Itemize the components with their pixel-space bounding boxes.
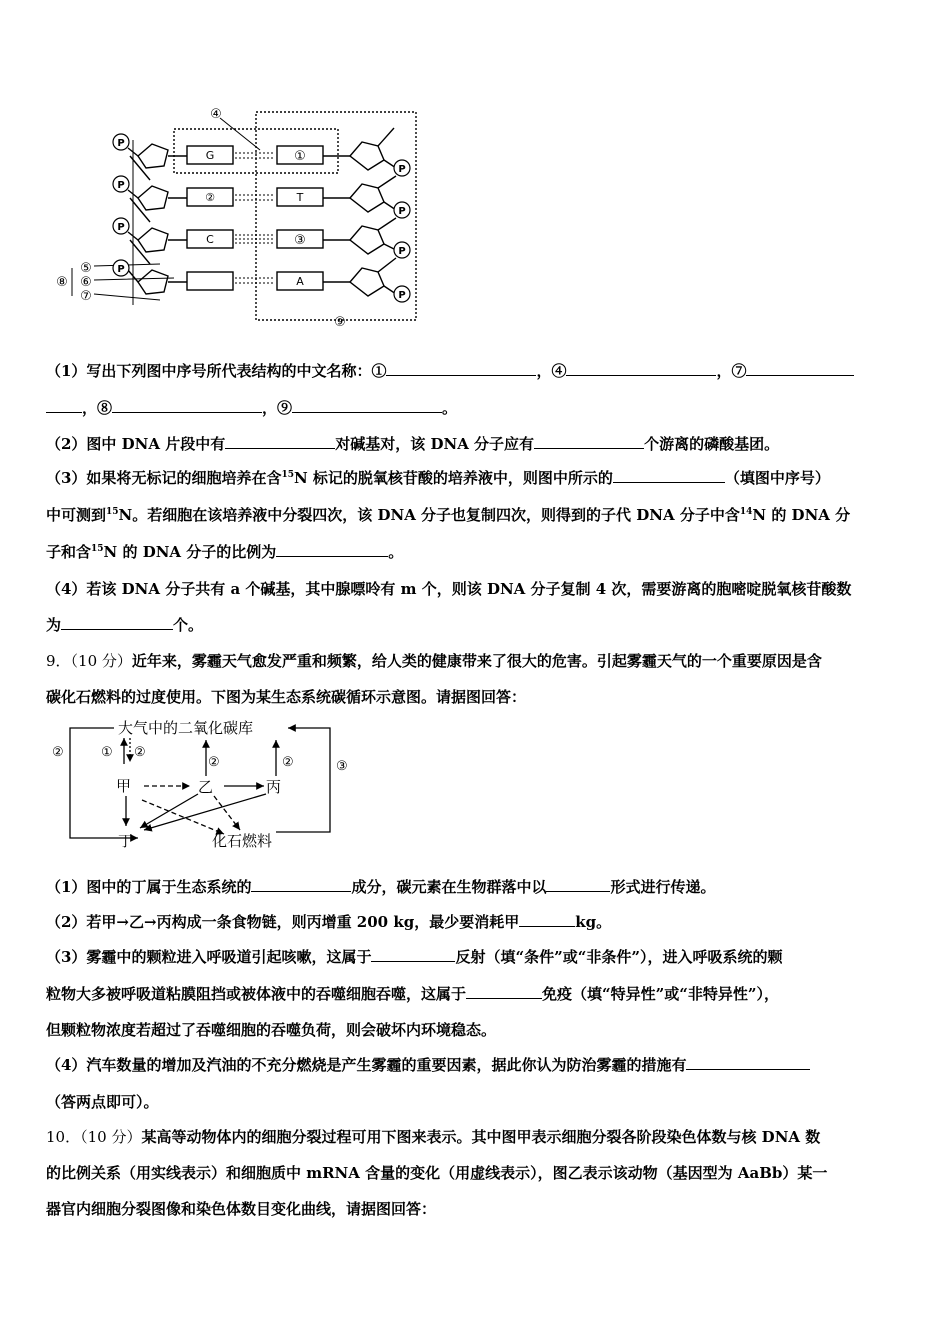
phosphate-label: P [398, 290, 406, 301]
organism-bing: 丙 [266, 778, 282, 796]
label-7: ⑦ [80, 289, 92, 304]
answer-blank[interactable] [746, 361, 854, 376]
base-label-2: ② [205, 191, 215, 204]
left-base-4 [187, 272, 233, 290]
answer-blank[interactable] [225, 434, 335, 449]
q10-line-3: 器官内细胞分裂图像和染色体数目变化曲线，请据图回答： [46, 1200, 437, 1218]
left-sugar-2 [138, 186, 168, 210]
question-number: 10．（10 分） [46, 1128, 142, 1146]
answer-blank[interactable] [46, 398, 82, 413]
answer-blank[interactable] [251, 877, 351, 892]
answer-blank[interactable] [566, 361, 716, 376]
answer-blank[interactable] [519, 912, 575, 927]
q9-sub-1: （1）图中的丁属于生态系统的 成分，碳元素在生物群落中以 形式进行传递。 [46, 878, 716, 896]
process-label: ② [134, 745, 146, 760]
q9-sub-3-line-3: 但颗粒物浓度若超过了吞噬细胞的吞噬负荷，则会破坏内环境稳态。 [46, 1021, 497, 1039]
q9-line-2: 碳化石燃料的过度使用。下图为某生态系统碳循环示意图。请据图回答： [46, 688, 527, 706]
base-label-T: T [296, 191, 304, 204]
phosphate-label: P [398, 164, 406, 175]
process-label: ③ [336, 759, 348, 774]
base-label-G: G [205, 149, 215, 162]
carbon-cycle-figure [44, 714, 364, 856]
answer-blank[interactable] [276, 542, 388, 557]
phosphate-label: P [398, 206, 406, 217]
fossil-fuel-label: 化石燃料 [212, 832, 273, 850]
base-label-C: C [206, 233, 214, 246]
answer-blank[interactable] [686, 1055, 810, 1070]
answer-blank[interactable] [386, 361, 536, 376]
q8-line-1: （1）写出下列图中序号所代表结构的中文名称：① ，④ ，⑦ [46, 360, 854, 381]
q9-sub-3-line-2: 粒物大多被呼吸道粘膜阻挡或被体液中的吞噬细胞吞噬，这属于 免疫（填“特异性”或“非特异性”）， [46, 985, 780, 1003]
dotted-box-9 [256, 112, 416, 320]
answer-blank[interactable] [112, 398, 262, 413]
phosphate-label: P [117, 180, 125, 191]
process-label: ② [282, 755, 294, 770]
q8-line-5: 中可测到$^{15}$N。若细胞在该培养液中分裂四次，该 DNA 分子也复制四次，则得到的子代 DNA 分子中含$^{14}$N 的 DNA 分 [46, 506, 851, 524]
process-label: ② [208, 755, 220, 770]
phosphate-label: P [398, 246, 406, 257]
answer-blank[interactable] [292, 398, 442, 413]
label-9: ⑨ [334, 315, 346, 330]
label-5: ⑤ [80, 261, 92, 276]
right-sugar-1 [350, 142, 384, 170]
left-sugar-1 [138, 144, 168, 168]
label-8: ⑧ [56, 275, 68, 290]
phosphate-label: P [117, 222, 125, 233]
q10-line-1: 10．（10 分）某高等动物体内的细胞分裂过程可用下图来表示。其中图甲表示细胞分裂各阶段染色体数与核 DNA 数 [46, 1128, 821, 1146]
answer-blank[interactable] [546, 877, 610, 892]
q8-line-2: ，⑧ ，⑨ 。 [46, 397, 457, 418]
answer-blank[interactable] [534, 434, 644, 449]
question-number: 9．（10 分） [46, 652, 132, 670]
organism-ding: 丁 [118, 832, 134, 850]
process-label: ① [101, 745, 113, 760]
base-label-A: A [296, 275, 304, 288]
co2-pool-label: 大气中的二氧化碳库 [118, 719, 254, 737]
answer-blank[interactable] [466, 984, 542, 999]
q8-line-3: （2）图中 DNA 片段中有 对碱基对，该 DNA 分子应有 个游离的磷酸基团。 [46, 435, 780, 453]
left-sugar-3 [138, 228, 168, 252]
right-sugar-4 [350, 268, 384, 296]
answer-blank[interactable] [371, 947, 455, 962]
q9-sub-3: （3）雾霾中的颗粒进入呼吸道引起咳嗽，这属于 反射（填“条件”或“非条件”），进入呼吸系统的颗 [46, 948, 783, 966]
answer-blank[interactable] [61, 615, 173, 630]
base-label-1: ① [294, 149, 306, 164]
label-4: ④ [210, 107, 222, 122]
q9-line-1: 9．（10 分）近年来，雾霾天气愈发严重和频繁，给人类的健康带来了很大的危害。引起雾霾天气的一个重要原因是含 [46, 652, 822, 670]
organism-jia: 甲 [116, 777, 132, 795]
left-sugar-4 [138, 270, 168, 294]
q9-sub-4-line-2: （答两点即可）。 [46, 1093, 159, 1111]
phosphate-label: P [117, 138, 125, 149]
q8-line-7: （4）若该 DNA 分子共有 a 个碱基，其中腺嘌呤有 m 个，则该 DNA 分子复制 4 次，需要游离的胞嘧啶脱氧核苷酸数 [46, 580, 852, 598]
q9-sub-2: （2）若甲→乙→丙构成一条食物链，则丙增重 200 kg，最少要消耗甲 kg。 [46, 913, 612, 931]
answer-blank[interactable] [613, 468, 725, 483]
dna-structure-figure [50, 100, 430, 332]
organism-yi: 乙 [198, 778, 214, 796]
q8-line-8: 为 个。 [46, 616, 204, 634]
label-6: ⑥ [80, 275, 92, 290]
process-label: ② [52, 745, 64, 760]
base-label-3: ③ [294, 233, 306, 248]
q9-sub-4: （4）汽车数量的增加及汽油的不充分燃烧是产生雾霾的重要因素，据此你认为防治雾霾的措施有 [46, 1054, 810, 1075]
q10-line-2: 的比例关系（用实线表示）和细胞质中 mRNA 含量的变化（用虚线表示），图乙表示该动物（基因型为 AaBb）某一 [46, 1164, 828, 1182]
phosphate-label: P [117, 264, 125, 275]
q8-line-4: （3）如果将无标记的细胞培养在含$^{15}$N 标记的脱氧核苷酸的培养液中，则图中所示的 （填图中序号） [46, 469, 830, 487]
q8-line-6: 子和含$^{15}$N 的 DNA 分子的比例为 。 [46, 543, 404, 561]
